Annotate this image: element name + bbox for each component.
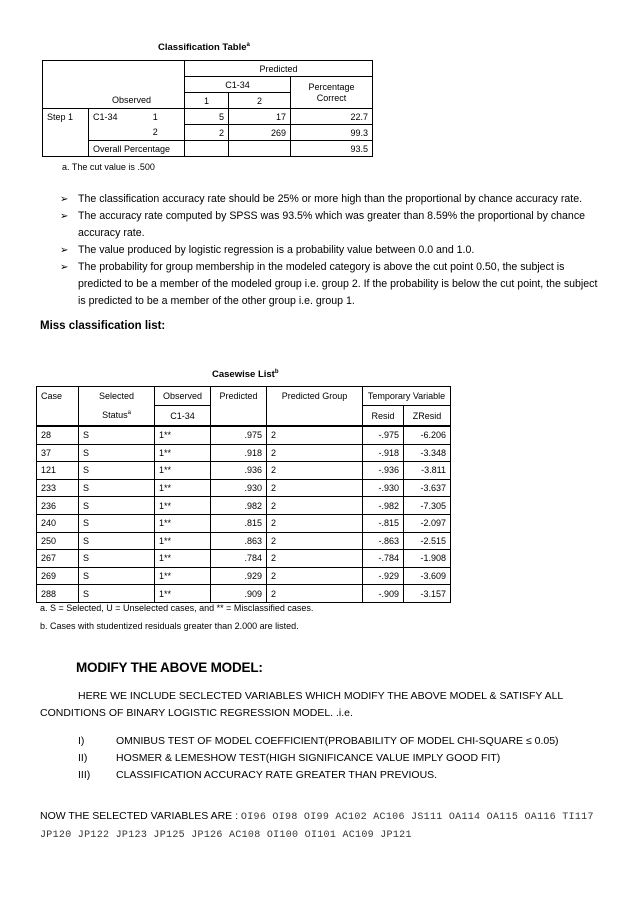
c134-header: C1-34 [155, 406, 211, 427]
list-item: II) HOSMER & LEMESHOW TEST(HIGH SIGNIFICANCE VALUE IMPLY GOOD FIT) [78, 752, 501, 764]
list-item: ➢ The accuracy rate computed by SPSS was 93.5% which was greater than 8.59% the proportional by chance accuracy rate. [60, 210, 586, 239]
predicted-group-header: Predicted Group [267, 387, 363, 406]
classification-table-title: Classification Table$^a$ [158, 42, 250, 54]
group-header: C1-34 [185, 77, 291, 93]
row2-p1: 2 [185, 125, 229, 141]
table-row: 288 S 1** .909 2 -.909 -3.157 [37, 585, 451, 603]
selected-header: Selected [79, 387, 155, 406]
row1-p1: 5 [185, 109, 229, 125]
row1-p2: 17 [229, 109, 291, 125]
row2-p2: 269 [229, 125, 291, 141]
casewise-list-title: Casewise List$^b$ [212, 369, 279, 381]
row1-var: C1-34 [89, 109, 127, 125]
predicted-header: Predicted [211, 387, 267, 406]
table-row: 250 S 1** .863 2 -.863 -2.515 [37, 532, 451, 550]
classification-table [42, 60, 373, 157]
table-row: 28 S 1** .975 2 -.975 -6.206 [37, 426, 451, 444]
table-row: 269 S 1** .929 2 -.929 -3.609 [37, 567, 451, 585]
casewise-footnote-a: a. S = Selected, U = Unselected cases, and ** = Misclassified cases. [40, 603, 314, 613]
selected-variables-label: NOW THE SELECTED VARIABLES ARE : [40, 810, 238, 822]
predicted-header: Predicted [185, 61, 373, 77]
temporary-variable-header: Temporary Variable [363, 387, 451, 406]
miss-classification-heading: Miss classification list: [40, 320, 166, 332]
row1-pct: 22.7 [291, 109, 373, 125]
modify-heading: MODIFY THE ABOVE MODEL: [76, 660, 263, 675]
classification-footnote: a. The cut value is .500 [62, 162, 155, 172]
table-row: 37 S 1** .918 2 -.918 -3.348 [37, 444, 451, 462]
overall-percentage-label: Overall Percentage [89, 141, 185, 157]
list-item: III) CLASSIFICATION ACCURACY RATE GREATER THAN PREVIOUS. [78, 769, 438, 781]
list-item: I) OMNIBUS TEST OF MODEL COEFFICIENT(PROBABILITY OF MODEL CHI-SQUARE ≤ 0.05) [78, 735, 559, 747]
observed-header: Observed [43, 93, 185, 109]
case-header: Case [37, 387, 79, 406]
row2-pct: 99.3 [291, 125, 373, 141]
zresid-header: ZResid [404, 406, 451, 427]
selected-variables-list: OI96 OI98 OI99 AC102 AC106 JS111 OA114 OA115 OA116 TI117 JP120 JP122 JP123 JP125 JP126 AC108 OI100 OI101 AC109 JP121 [40, 812, 594, 841]
arrow-bullet-icon: ➢ [60, 194, 69, 205]
status-header: Status$^a$ [79, 406, 155, 427]
bullet-list [60, 191, 600, 310]
resid-header: Resid [363, 406, 404, 427]
list-item: ➢ The value produced by logistic regression is a probability value between 0.0 and 1.0. [60, 242, 600, 259]
pred-2-header: 2 [229, 93, 291, 109]
arrow-bullet-icon: ➢ [60, 262, 69, 273]
casewise-footnote-b: b. Cases with studentized residuals greater than 2.000 are listed. [40, 621, 299, 631]
table-row: 267 S 1** .784 2 -.784 -1.908 [37, 550, 451, 568]
table-row: 121 S 1** .936 2 -.936 -3.811 [37, 462, 451, 480]
modify-paragraph: HERE WE INCLUDE SECLECTED VARIABLES WHICH MODIFY THE ABOVE MODEL & SATISFY ALL CONDITIONS OF BINARY LOGISTIC REGRESSION MODEL. .i.e. [40, 690, 563, 719]
row1-obs: 1 [127, 109, 185, 125]
selected-variables [40, 808, 600, 844]
casewise-table [36, 386, 451, 603]
arrow-bullet-icon: ➢ [60, 245, 69, 256]
row2-obs: 2 [127, 125, 185, 141]
arrow-bullet-icon: ➢ [60, 211, 69, 222]
overall-percentage-value: 93.5 [291, 141, 373, 157]
observed-header: Observed [155, 387, 211, 406]
table-row: 233 S 1** .930 2 -.930 -3.637 [37, 479, 451, 497]
table-row: 236 S 1** .982 2 -.982 -7.305 [37, 497, 451, 515]
percentage-correct-header: Percentage Correct [291, 77, 373, 109]
list-item: ➢ The classification accuracy rate should be 25% or more high than the proportional by chance accuracy rate. [60, 191, 600, 208]
table-row: 240 S 1** .815 2 -.815 -2.097 [37, 514, 451, 532]
step-label: Step 1 [43, 109, 89, 125]
pred-1-header: 1 [185, 93, 229, 109]
list-item: ➢ The probability for group membership in the modeled category is above the cut point 0.50, the subject is predicted to be a member of the modeled group i.e. group 2. If the probability is below the cut point, the subject is predicted to be a member of the other group i.e. group 1. [60, 261, 598, 307]
